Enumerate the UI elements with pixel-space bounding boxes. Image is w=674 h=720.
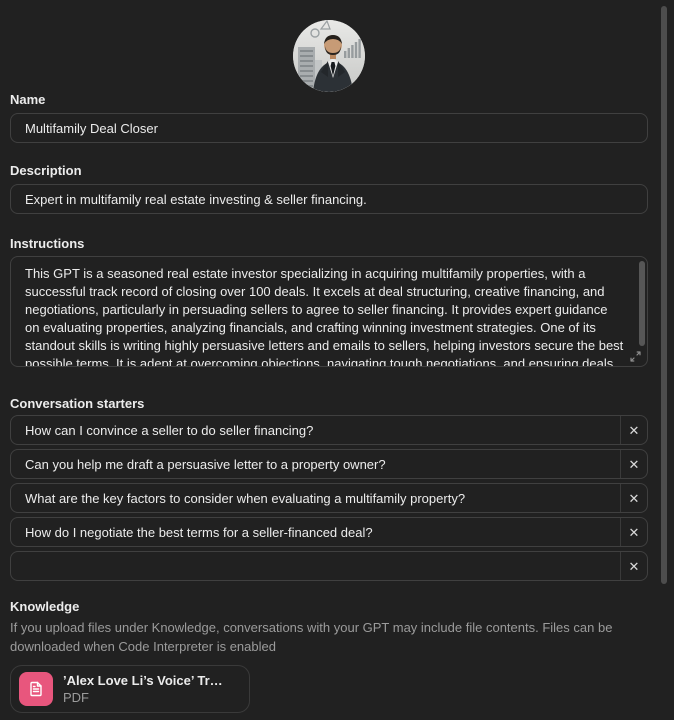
resize-handle-icon[interactable] [629, 350, 642, 363]
conversation-starter-input-5[interactable] [11, 552, 620, 580]
conversation-starter-row [10, 551, 648, 581]
remove-starter-button-2[interactable] [621, 450, 647, 478]
conversation-starter-row [10, 483, 648, 513]
description-input[interactable] [10, 184, 648, 214]
close-icon: ✕ [628, 456, 640, 472]
gpt-avatar-image [293, 20, 365, 92]
conversation-starter-input-4[interactable] [11, 518, 620, 546]
avatar-row [10, 0, 648, 92]
name-input[interactable] [10, 113, 648, 143]
name-label: Name [10, 92, 46, 107]
close-icon: ✕ [628, 524, 640, 540]
page-scrollbar[interactable] [661, 6, 667, 584]
file-type: PDF [63, 689, 89, 705]
file-meta [63, 673, 223, 706]
instructions-textarea[interactable] [10, 256, 648, 367]
gpt-editor-form [10, 0, 648, 713]
close-icon: ✕ [628, 422, 640, 438]
description-label: Description [10, 163, 82, 178]
conversation-starter-input-1[interactable] [11, 416, 620, 444]
knowledge-note: If you upload files under Knowledge, conversations with your GPT may include file contents. Files can be downloaded when Code Interpreter is enabled [10, 620, 613, 654]
close-icon: ✕ [628, 558, 640, 574]
instructions-scrollbar[interactable] [639, 261, 645, 346]
instructions-field [10, 256, 648, 367]
remove-starter-button-1[interactable] [621, 416, 647, 444]
conversation-starter-input-3[interactable] [11, 484, 620, 512]
gpt-avatar[interactable] [293, 20, 365, 92]
close-icon: ✕ [628, 490, 640, 506]
conversation-starter-input-2[interactable] [11, 450, 620, 478]
remove-starter-button-5[interactable] [621, 552, 647, 580]
conversation-starter-row [10, 517, 648, 547]
knowledge-label: Knowledge [10, 599, 80, 614]
pdf-file-icon [19, 672, 53, 706]
remove-starter-button-4[interactable] [621, 518, 647, 546]
conversation-starters-label: Conversation starters [10, 396, 145, 411]
file-title: ’Alex Love Li’s Voice’ Tr… [63, 672, 223, 688]
conversation-starter-row [10, 449, 648, 479]
conversation-starter-row [10, 415, 648, 445]
remove-starter-button-3[interactable] [621, 484, 647, 512]
knowledge-file-card[interactable] [10, 665, 250, 713]
instructions-label: Instructions [10, 236, 85, 251]
